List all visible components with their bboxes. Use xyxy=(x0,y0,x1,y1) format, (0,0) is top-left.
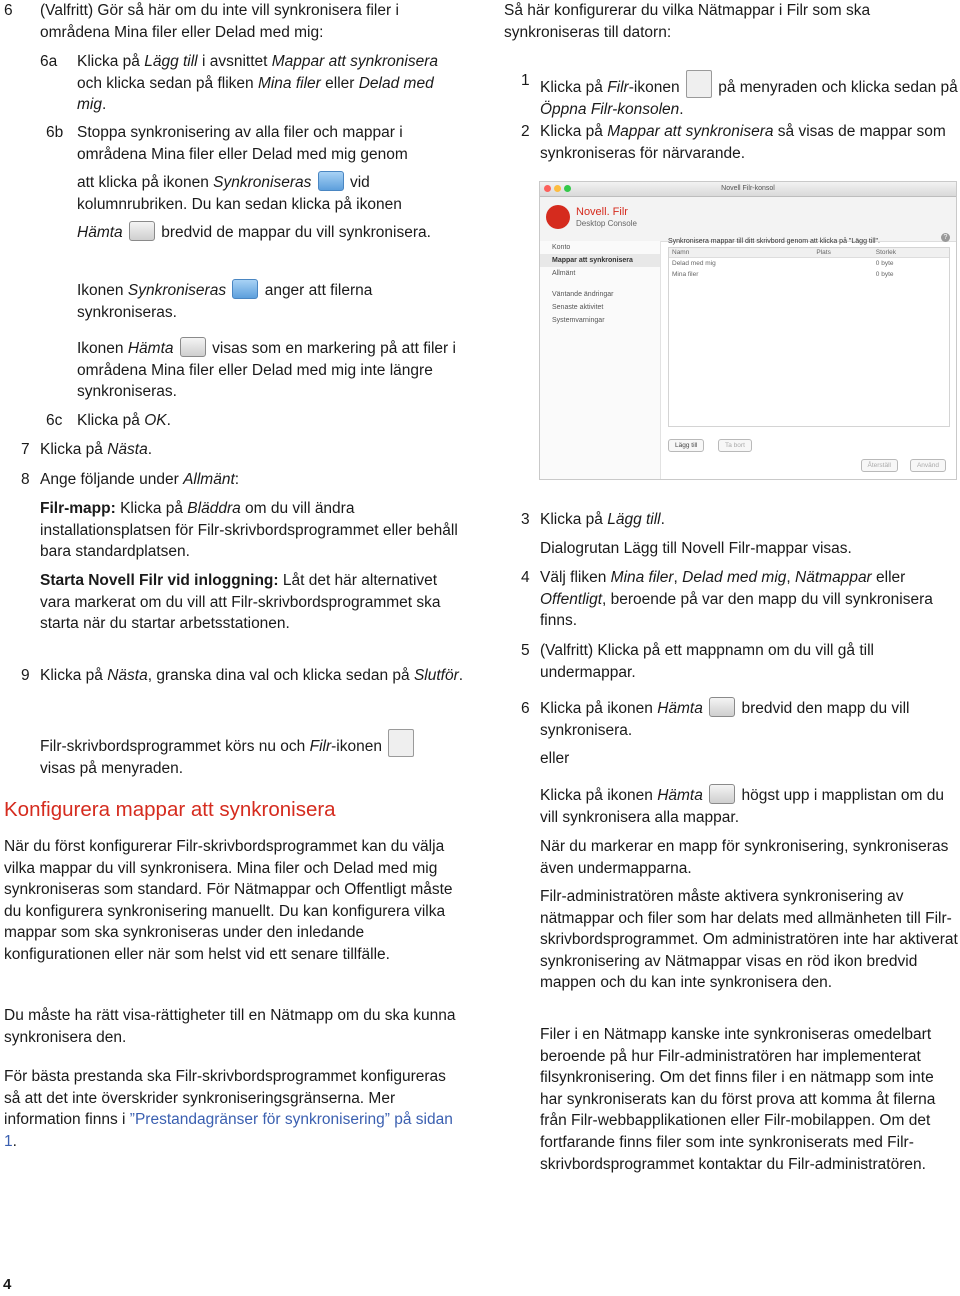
table-row[interactable] xyxy=(669,258,949,270)
right-step-6-note: Filr-administratören måste aktivera synkronisering av nätmappar och filer som har delats med allmänheten till Filr-skrivbordsprogrammet. Om administratören inte har aktiverat synkronisering av Nätmappar visas en röd ikon bredvid mappen och du kan inte synkronisera den. xyxy=(540,888,958,992)
right-step-6-note: När du markerar en mapp för synkronisering, synkroniseras även undermapparna. xyxy=(540,838,949,877)
right-step-3-sub: Dialogrutan Lägg till Novell Filr-mappar visas. xyxy=(540,540,852,557)
filr-console-screenshot xyxy=(539,181,957,480)
right-step-6-text: Klicka på ikonen Hämta bredvid den mapp du vill synkronisera. xyxy=(540,697,958,741)
filr-folder-description: Filr-mapp: Klicka på Bläddra om du vill ändra installationsplatsen för Filr-skrivbordsprogrammet eller behåll bara standardplatsen. xyxy=(40,500,458,561)
filr-app-icon xyxy=(388,729,414,757)
console-main xyxy=(668,234,950,479)
right-step-6-alt: Klicka på ikonen Hämta högst upp i mapplistan om du vill synkronisera alla mappar. xyxy=(540,784,958,828)
step-number: 4 xyxy=(521,569,530,586)
step-6-text: (Valfritt) Gör så här om du inte vill synkronisera filer i områdena Mina filer eller Delad med mig: xyxy=(40,2,399,41)
row-name: Mina filer xyxy=(672,271,699,278)
column-size[interactable]: Storlek xyxy=(873,248,949,258)
console-sidebar xyxy=(540,241,661,479)
step-number: 1 xyxy=(521,72,530,89)
section-paragraph: För bästa prestanda ska Filr-skrivbordsprogrammet konfigureras så att det inte överskrider synkroniseringsgränserna. Mer information finns i ”Prestandagränser för synkronisering” på sidan 1. xyxy=(4,1068,453,1150)
step-8-text: Ange följande under Allmänt: xyxy=(40,471,240,488)
download-icon xyxy=(129,221,155,241)
download-icon xyxy=(709,784,735,804)
brand-name: Novell. Filr xyxy=(576,206,628,218)
row-location xyxy=(813,258,872,270)
main-instruction: Synkronisera mappar till ditt skrivbord genom att klicka på "Lägg till". xyxy=(668,238,880,245)
section-heading: Konfigurera mappar att synkronisera xyxy=(4,798,336,821)
remove-button[interactable]: Ta bort xyxy=(718,439,752,452)
right-intro: Så här konfigurerar du vilka Nätmappar i Filr som ska synkroniseras till datorn: xyxy=(504,2,871,41)
page-number: 4 xyxy=(3,1276,12,1293)
substep-6b-text-3: Hämta bredvid de mappar du vill synkronisera. xyxy=(77,221,465,244)
console-header xyxy=(540,197,956,242)
performance-limits-link[interactable]: ”Prestandagränser för synkronisering” på sidan 1 xyxy=(4,1111,453,1150)
substep-6b-text-5: Ikonen Hämta visas som en markering på att filer i områdena Mina filer eller Delad med mig inte längre synkroniseras. xyxy=(77,337,465,403)
window-title: Novell Filr-konsol xyxy=(721,185,775,192)
substep-number: 6b xyxy=(46,124,64,141)
step-number: 3 xyxy=(521,511,530,528)
start-at-login-description: Starta Novell Filr vid inloggning: Låt det här alternativet vara markerat om du vill att Filr-skrivbordsprogrammet ska starta när du startar arbetsstationen. xyxy=(40,572,441,633)
step-7-text: Klicka på Nästa. xyxy=(40,441,153,458)
brand-subtitle: Desktop Console xyxy=(576,219,637,228)
reset-button[interactable]: Återställ xyxy=(861,459,898,472)
download-icon xyxy=(180,337,206,357)
sidebar-item-pending-changes[interactable]: Väntande ändringar xyxy=(552,291,614,298)
substep-6a-text: Klicka på Lägg till i avsnittet Mappar att synkronisera och klicka sedan på fliken Mina filer eller Delad med mig. xyxy=(77,53,439,114)
row-name: Delad med mig xyxy=(672,260,716,267)
right-step-1-text: Klicka på Filr-ikonen på menyraden och klicka sedan på Öppna Filr-konsolen. xyxy=(540,70,958,120)
row-location xyxy=(813,269,872,280)
app-running-note: Filr-skrivbordsprogrammet körs nu och Filr-ikonen visas på menyraden. xyxy=(40,729,465,779)
right-step-6-or: eller xyxy=(540,750,570,767)
table-row[interactable] xyxy=(669,269,949,280)
row-size: 0 byte xyxy=(875,271,894,278)
row-size: 0 byte xyxy=(875,260,894,267)
step-number: 8 xyxy=(21,471,30,488)
substep-number: 6a xyxy=(40,53,58,70)
step-number: 9 xyxy=(21,667,30,684)
column-location[interactable]: Plats xyxy=(813,248,872,258)
step-number: 5 xyxy=(521,642,530,659)
novell-logo-icon xyxy=(546,205,570,229)
sidebar-item-system-warnings[interactable]: Systemvarningar xyxy=(552,317,605,324)
sidebar-item-folders-to-sync[interactable]: Mappar att synkronisera xyxy=(540,254,660,267)
right-step-2-text: Klicka på Mappar att synkronisera så visas de mappar som synkroniseras för närvarande. xyxy=(540,123,946,162)
substep-6b-text: Stoppa synkronisering av alla filer och mappar i områdena Mina filer eller Delad med mig genom xyxy=(77,124,408,163)
sidebar-item-general[interactable]: Allmänt xyxy=(552,270,576,277)
substep-6b-text-2: att klicka på ikonen Synkroniseras vid kolumnrubriken. Du kan sedan klicka på ikonen xyxy=(77,171,465,215)
step-number: 6 xyxy=(521,700,530,717)
sync-folder-table xyxy=(668,247,950,427)
table-header xyxy=(669,248,949,258)
filr-app-icon xyxy=(686,70,712,98)
column-name[interactable]: Namn xyxy=(669,248,813,258)
sync-icon xyxy=(232,279,258,299)
step-number: 6 xyxy=(4,2,13,19)
right-step-3-text: Klicka på Lägg till. xyxy=(540,511,665,528)
step-number: 7 xyxy=(21,441,30,458)
apply-button[interactable]: Använd xyxy=(910,459,946,472)
section-paragraph: När du först konfigurerar Filr-skrivbordsprogrammet kan du välja vilka mappar du vill synkronisera. Mina filer och Delad med mig synkroniseras som standard. För Nätmappar och Offentligt måste du konfigurera synkronisering manuellt. Du kan konfigurera vilka mappar som ska synkroniseras under den inledande konfigurationen eller när som helst vid ett senare tillfälle. xyxy=(4,838,453,963)
substep-6b-text-4: Ikonen Synkroniseras anger att filerna synkroniseras. xyxy=(77,279,465,323)
right-step-6-note: Filer i en Nätmapp kanske inte synkroniseras omedelbart beroende på hur Filr-administratören har implementerat filsynkronisering. Om det finns filer i en nätmapp som inte har synkroniserats kan du först prova att komma åt filerna från Filr-webbapplikationen eller Filr-mobilappen. Om det fortfarande finns filer som inte synkroniserats med Filr-skrivbordsprogrammet kontaktar du Filr-administratören. xyxy=(540,1026,936,1173)
right-step-4-text: Välj fliken Mina filer, Delad med mig, Nätmappar eller Offentligt, beroende på var den mapp du vill synkronisera finns. xyxy=(540,569,933,630)
step-number: 2 xyxy=(521,123,530,140)
sync-icon xyxy=(318,171,344,191)
help-icon[interactable]: ? xyxy=(941,233,950,242)
section-paragraph: Du måste ha rätt visa-rättigheter till en Nätmapp om du ska kunna synkronisera den. xyxy=(4,1007,456,1046)
window-titlebar xyxy=(540,182,956,197)
right-step-5-text: (Valfritt) Klicka på ett mappnamn om du vill gå till undermappar. xyxy=(540,642,874,681)
step-9-text: Klicka på Nästa, granska dina val och klicka sedan på Slutför. xyxy=(40,667,464,684)
add-button[interactable]: Lägg till xyxy=(668,439,704,452)
substep-number: 6c xyxy=(46,412,63,429)
substep-6c-text: Klicka på OK. xyxy=(77,412,171,429)
sidebar-item-recent-activity[interactable]: Senaste aktivitet xyxy=(552,304,604,311)
download-icon xyxy=(709,697,735,717)
sidebar-item-account[interactable]: Konto xyxy=(552,244,571,251)
